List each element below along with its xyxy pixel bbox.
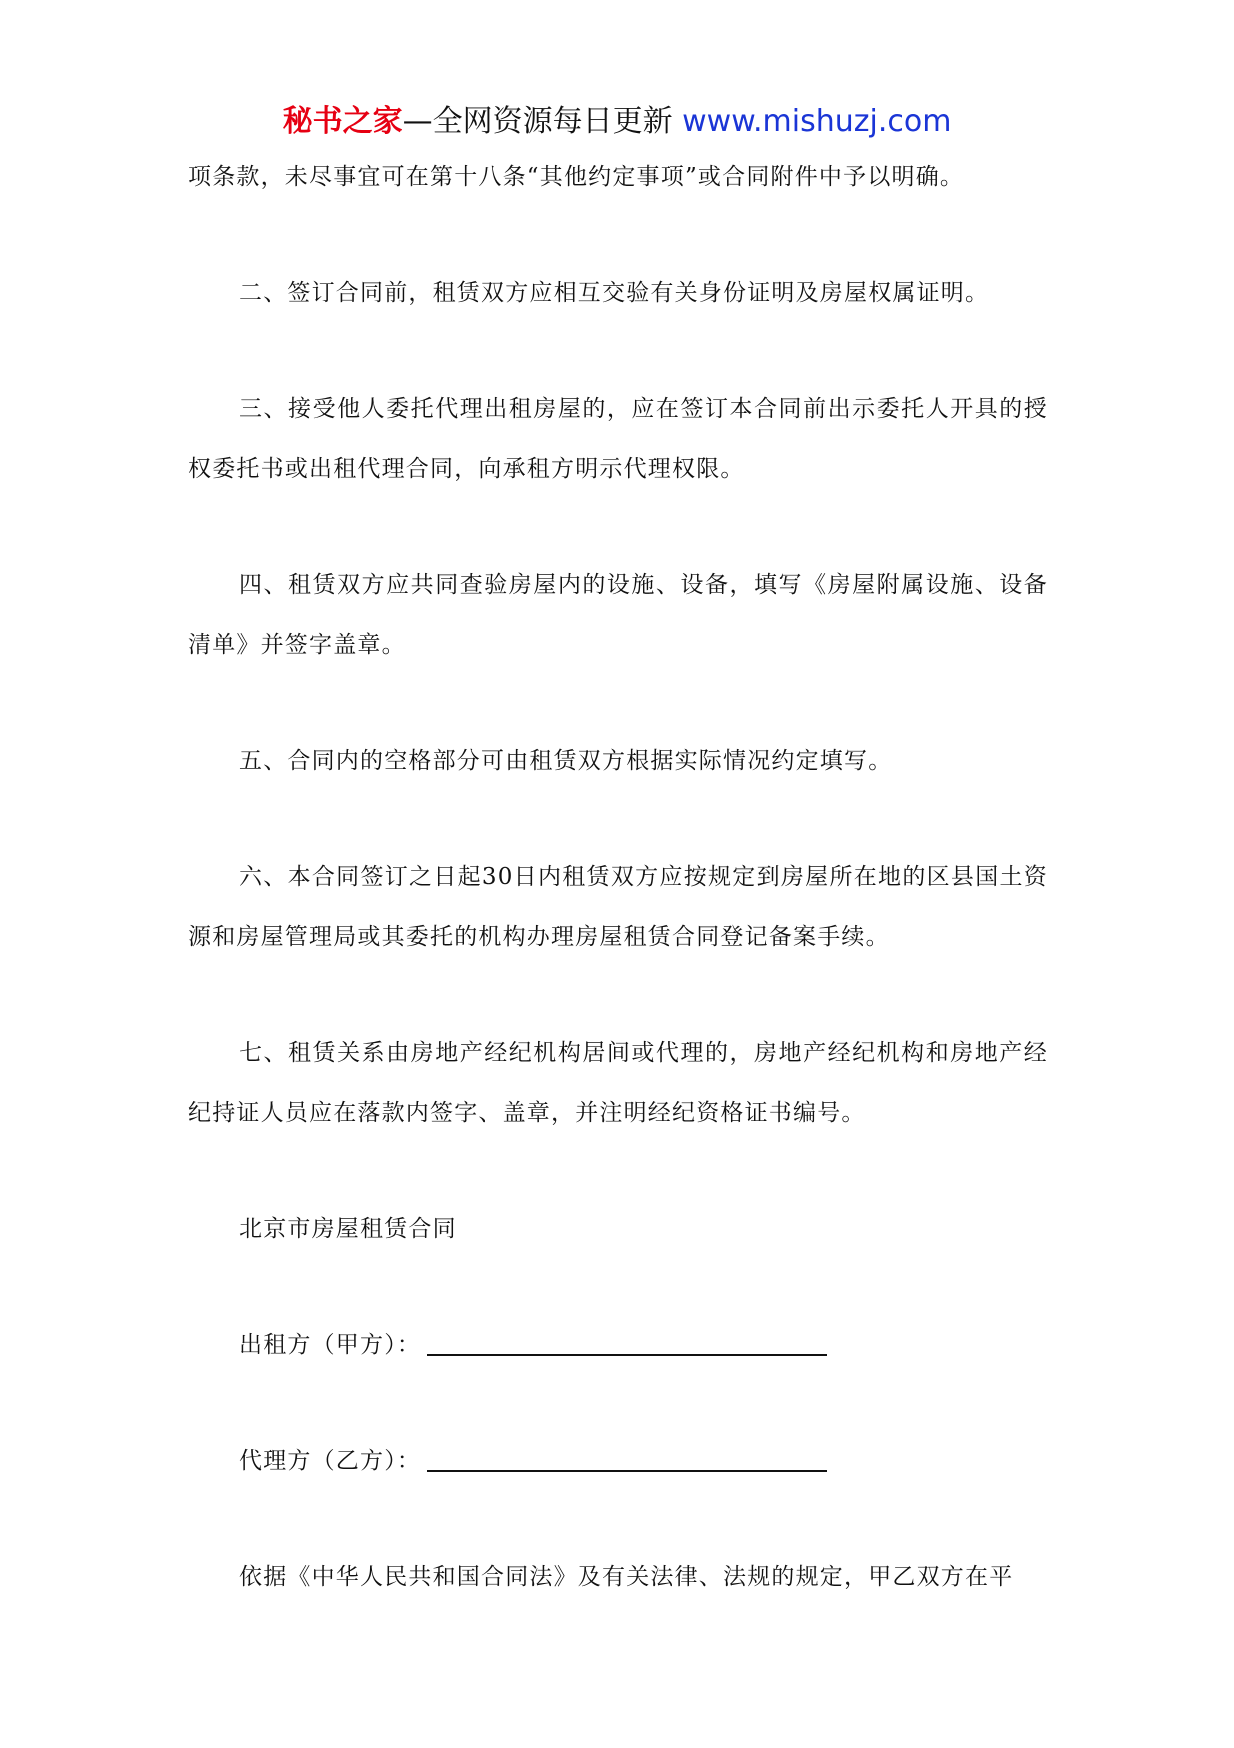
contract-title: 北京市房屋租赁合同 — [239, 1216, 457, 1242]
party-b-field — [188, 1431, 1048, 1491]
paragraph-continuation: 项条款，未尽事宜可在第十八条“其他约定事项”或合同附件中予以明确。 — [188, 164, 965, 190]
brand-name: 秘书之家 — [282, 104, 403, 139]
paragraph-7: 七、租赁关系由房地产经纪机构居间或代理的，房地产经纪机构和房地产经纪持证人员应在落款内签字、盖章，并注明经纪资格证书编号。 — [188, 1040, 1048, 1126]
party-a-label: 出租方（甲方）： — [239, 1332, 422, 1358]
paragraph-legal-basis: 依据《中华人民共和国合同法》及有关法律、法规的规定，甲乙双方在平 — [239, 1564, 1014, 1590]
party-b-label: 代理方（乙方）： — [239, 1448, 422, 1474]
paragraph-3: 三、接受他人委托代理出租房屋的，应在签订本合同前出示委托人开具的授权委托书或出租代理合同，向承租方明示代理权限。 — [188, 396, 1048, 482]
header-slogan: —全网资源每日更新 — [402, 104, 673, 139]
paragraph-4: 四、租赁双方应共同查验房屋内的设施、设备，填写《房屋附属设施、设备清单》并签字盖章。 — [188, 572, 1048, 658]
party-a-blank-line — [427, 1326, 827, 1356]
party-a-field — [188, 1315, 1048, 1375]
site-url[interactable]: www.mishuzj.com — [682, 104, 952, 139]
site-header-banner — [0, 102, 1234, 142]
paragraph-6: 六、本合同签订之日起30日内租赁双方应按规定到房屋所在地的区县国土资源和房屋管理局或其委托的机构办理房屋租赁合同登记备案手续。 — [188, 864, 1048, 950]
party-b-blank-line — [427, 1442, 827, 1472]
paragraph-5: 五、合同内的空格部分可由租赁双方根据实际情况约定填写。 — [239, 748, 893, 774]
paragraph-2: 二、签订合同前，租赁双方应相互交验有关身份证明及房屋权属证明。 — [239, 280, 990, 306]
document-body — [188, 147, 1048, 1663]
